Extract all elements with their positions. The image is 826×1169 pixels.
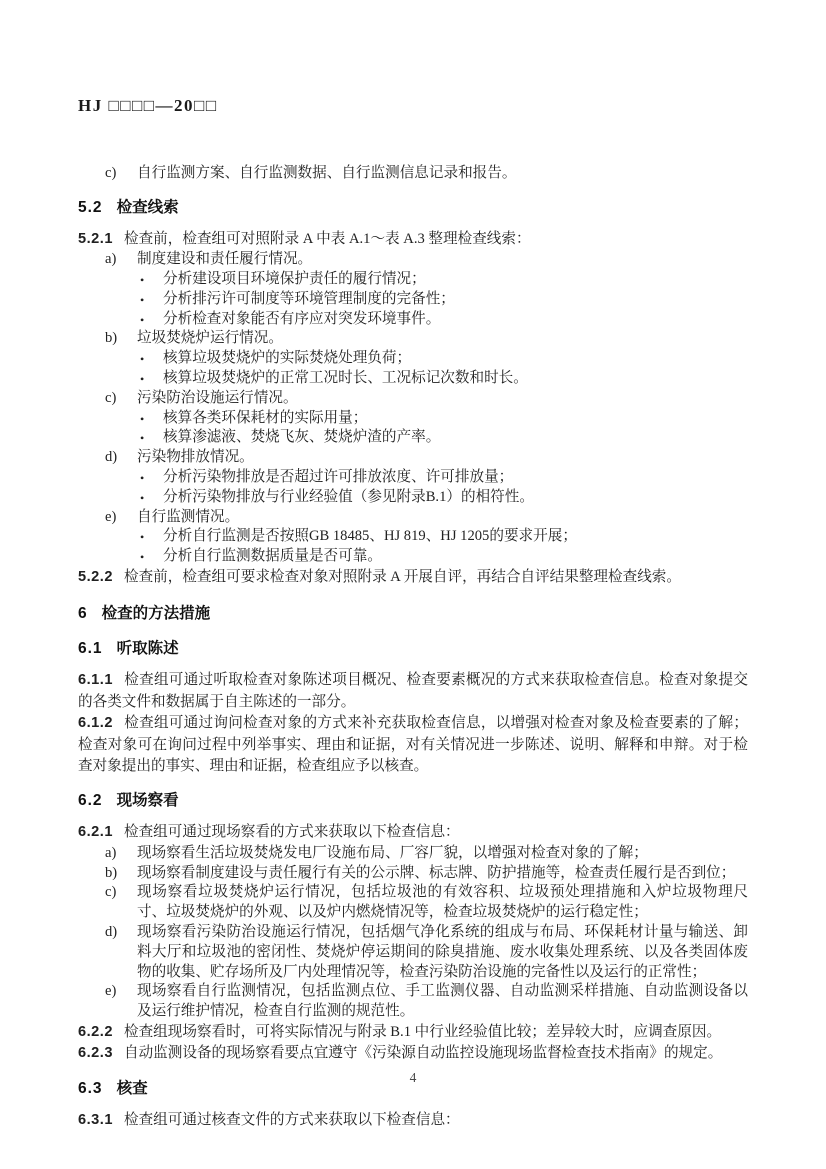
list-item-letter bbox=[78, 982, 748, 1022]
bullet-icon: • bbox=[140, 411, 145, 426]
list-item-letter bbox=[78, 883, 748, 923]
bullet-icon: • bbox=[140, 470, 145, 485]
list-letter-marker: b) bbox=[105, 864, 118, 881]
list-item-text: 现场察看自行监测情况，包括监测点位、手工监测仪器、自动监测采样措施、自动监测设备以及运行维护情况，检查自行监测的规范性。 bbox=[137, 983, 748, 1020]
chapter-heading bbox=[78, 603, 748, 625]
list-item-text: 现场察看污染防治设施运行情况，包括烟气净化系统的组成与布局、环保耗材计量与输送、卸料大厅和垃圾池的密闭性、焚烧炉停运期间的除臭措施、废水收集处理系统、以及各类固体废物的收集、贮存场所及厂内处理情况等，检查污染防治设施的完备性以及运行的正常性； bbox=[137, 923, 748, 980]
bullet-icon: • bbox=[140, 273, 145, 287]
list-item-letter bbox=[78, 508, 748, 528]
heading-number: 5.2 bbox=[78, 198, 103, 216]
list-item-text: 核算各类环保耗材的实际用量； bbox=[163, 409, 368, 426]
list-letter-marker: c) bbox=[105, 165, 117, 181]
document-content bbox=[78, 164, 748, 1131]
clause-paragraph bbox=[78, 567, 748, 588]
list-item-text: 分析自行监测数据质量是否可靠。 bbox=[163, 548, 382, 565]
clause-text: 检查前，检查组可对照附录 A 中表 A.1～表 A.3 整理检查线索： bbox=[123, 230, 531, 247]
clause-number: 5.2.2 bbox=[78, 568, 113, 585]
list-item-bullet bbox=[78, 409, 748, 429]
list-letter-marker: d) bbox=[105, 449, 118, 466]
list-item-bullet bbox=[78, 468, 748, 488]
list-item-bullet bbox=[78, 547, 748, 567]
list-item-letter bbox=[78, 389, 748, 409]
section-heading bbox=[78, 197, 748, 219]
list-item-text: 核算渗滤液、焚烧飞灰、焚烧炉渣的产率。 bbox=[163, 429, 441, 446]
list-item-text: 分析污染物排放与行业经验值（参见附录B.1）的相符性。 bbox=[163, 488, 534, 505]
standard-number-header: HJ □□□□—20□□ bbox=[78, 96, 218, 115]
list-item-bullet bbox=[78, 488, 748, 508]
list-item-text: 现场察看制度建设与责任履行有关的公示牌、标志牌、防护措施等，检查责任履行是否到位； bbox=[137, 864, 736, 881]
clause-text: 检查组可通过询问检查对象的方式来补充获取检查信息，以增强对检查对象及检查要素的了解；检查对象可在询问过程中列举事实、理由和证据，对有关情况进一步陈述、说明、解释和申辩。对于检查对象提出的事实、理由和证据，检查组应予以核查。 bbox=[78, 715, 748, 774]
clause-paragraph bbox=[78, 229, 748, 250]
clause-text: 检查组可通过听取检查对象陈述项目概况、检查要素概况的方式来获取检查信息。检查对象提交的各类文件和数据属于自主陈述的一部分。 bbox=[78, 672, 748, 710]
heading-title: 检查的方法措施 bbox=[101, 605, 211, 623]
heading-title: 现场察看 bbox=[116, 792, 179, 810]
heading-number: 6.2 bbox=[78, 792, 103, 810]
clause-text: 自动监测设备的现场察看要点宜遵守《污染源自动监控设施现场监督检查技术指南》的规定。 bbox=[123, 1045, 723, 1062]
list-item-text: 现场察看生活垃圾焚烧发电厂设施布局、厂容厂貌，以增强对检查对象的了解； bbox=[137, 844, 648, 861]
bullet-icon: • bbox=[140, 371, 145, 386]
clause-number: 6.1.1 bbox=[78, 672, 113, 689]
list-letter-marker: a) bbox=[105, 251, 117, 268]
list-item-bullet bbox=[78, 428, 748, 448]
heading-number: 6 bbox=[78, 605, 88, 623]
page-number: 4 bbox=[409, 1070, 417, 1085]
clause-paragraph bbox=[78, 1110, 748, 1131]
heading-title: 核查 bbox=[116, 1079, 148, 1097]
heading-title: 检查线索 bbox=[116, 198, 179, 216]
list-letter-marker: a) bbox=[105, 844, 117, 861]
list-item-bullet bbox=[78, 270, 748, 290]
bullet-icon: • bbox=[140, 550, 145, 565]
section-heading bbox=[78, 638, 748, 660]
clause-text: 检查前，检查组可要求检查对象对照附录 A 开展自评，再结合自评结果整理检查线索。 bbox=[123, 568, 681, 585]
list-item-letter bbox=[78, 923, 748, 982]
list-letter-marker: e) bbox=[105, 983, 117, 1000]
list-letter-marker: b) bbox=[105, 330, 118, 347]
list-item-bullet bbox=[78, 310, 748, 330]
list-item-text: 核算垃圾焚烧炉的实际焚烧处理负荷； bbox=[163, 350, 412, 367]
clause-text: 检查组可通过现场察看的方式来获取以下检查信息： bbox=[123, 824, 460, 841]
clause-paragraph bbox=[78, 1022, 748, 1043]
list-letter-marker: c) bbox=[105, 884, 117, 901]
clause-text: 检查组现场察看时，可将实际情况与附录 B.1 中行业经验值比较；差异较大时，应调查原因。 bbox=[123, 1023, 722, 1040]
list-item-bullet bbox=[78, 369, 748, 389]
list-item-letter bbox=[78, 448, 748, 468]
list-item-text: 制度建设和责任履行情况。 bbox=[137, 251, 313, 268]
clause-paragraph bbox=[78, 822, 748, 843]
clause-number: 6.2.1 bbox=[78, 824, 113, 841]
list-item-text: 自行监测方案、自行监测数据、自行监测信息记录和报告。 bbox=[137, 165, 517, 181]
clause-paragraph bbox=[78, 670, 748, 713]
list-item-text: 现场察看垃圾焚烧炉运行情况，包括垃圾池的有效容积、垃圾预处理措施和入炉垃圾物理尺寸、垃圾焚烧炉的外观、以及炉内燃烧情况等，检查垃圾焚烧炉的运行稳定性； bbox=[137, 884, 748, 921]
list-item-text: 分析检查对象能否有序应对突发环境事件。 bbox=[163, 310, 441, 327]
heading-number: 6.1 bbox=[78, 640, 103, 658]
list-item-text: 污染防治设施运行情况。 bbox=[137, 389, 298, 406]
heading-title: 听取陈述 bbox=[116, 640, 179, 658]
section-heading bbox=[78, 790, 748, 812]
list-item-text: 污染物排放情况。 bbox=[137, 449, 254, 466]
list-item-text: 分析自行监测是否按照GB 18485、HJ 819、HJ 1205的要求开展； bbox=[163, 528, 577, 545]
clause-paragraph bbox=[78, 713, 748, 777]
list-item-letter bbox=[78, 864, 748, 884]
list-item-bullet bbox=[78, 527, 748, 547]
clause-number: 5.2.1 bbox=[78, 230, 113, 247]
list-item-bullet bbox=[78, 290, 748, 310]
bullet-icon: • bbox=[140, 530, 145, 545]
list-item-letter bbox=[78, 844, 748, 864]
list-item-bullet bbox=[78, 349, 748, 369]
list-letter-marker: e) bbox=[105, 508, 117, 525]
bullet-icon: • bbox=[140, 312, 145, 327]
list-item-letter bbox=[78, 164, 748, 184]
clause-paragraph bbox=[78, 1043, 748, 1064]
bullet-icon: • bbox=[140, 292, 145, 307]
heading-number: 6.3 bbox=[78, 1079, 103, 1097]
clause-number: 6.2.3 bbox=[78, 1045, 113, 1062]
list-letter-marker: d) bbox=[105, 923, 118, 940]
list-item-text: 分析污染物排放是否超过许可排放浓度、许可排放量； bbox=[163, 468, 514, 485]
list-item-text: 分析排污许可制度等环境管理制度的完备性； bbox=[163, 290, 455, 307]
list-item-letter bbox=[78, 250, 748, 270]
list-item-text: 分析建设项目环境保护责任的履行情况； bbox=[163, 271, 426, 287]
bullet-icon: • bbox=[140, 490, 145, 505]
bullet-icon: • bbox=[140, 352, 145, 367]
list-item-text: 垃圾焚烧炉运行情况。 bbox=[137, 330, 283, 347]
clause-text: 检查组可通过核查文件的方式来获取以下检查信息： bbox=[123, 1111, 460, 1128]
bullet-icon: • bbox=[140, 431, 145, 446]
list-item-letter bbox=[78, 329, 748, 349]
list-item-text: 自行监测情况。 bbox=[137, 508, 240, 525]
list-item-text: 核算垃圾焚烧炉的正常工况时长、工况标记次数和时长。 bbox=[163, 369, 528, 386]
clause-number: 6.3.1 bbox=[78, 1111, 113, 1128]
list-letter-marker: c) bbox=[105, 389, 117, 406]
clause-number: 6.2.2 bbox=[78, 1023, 113, 1040]
clause-number: 6.1.2 bbox=[78, 715, 113, 732]
